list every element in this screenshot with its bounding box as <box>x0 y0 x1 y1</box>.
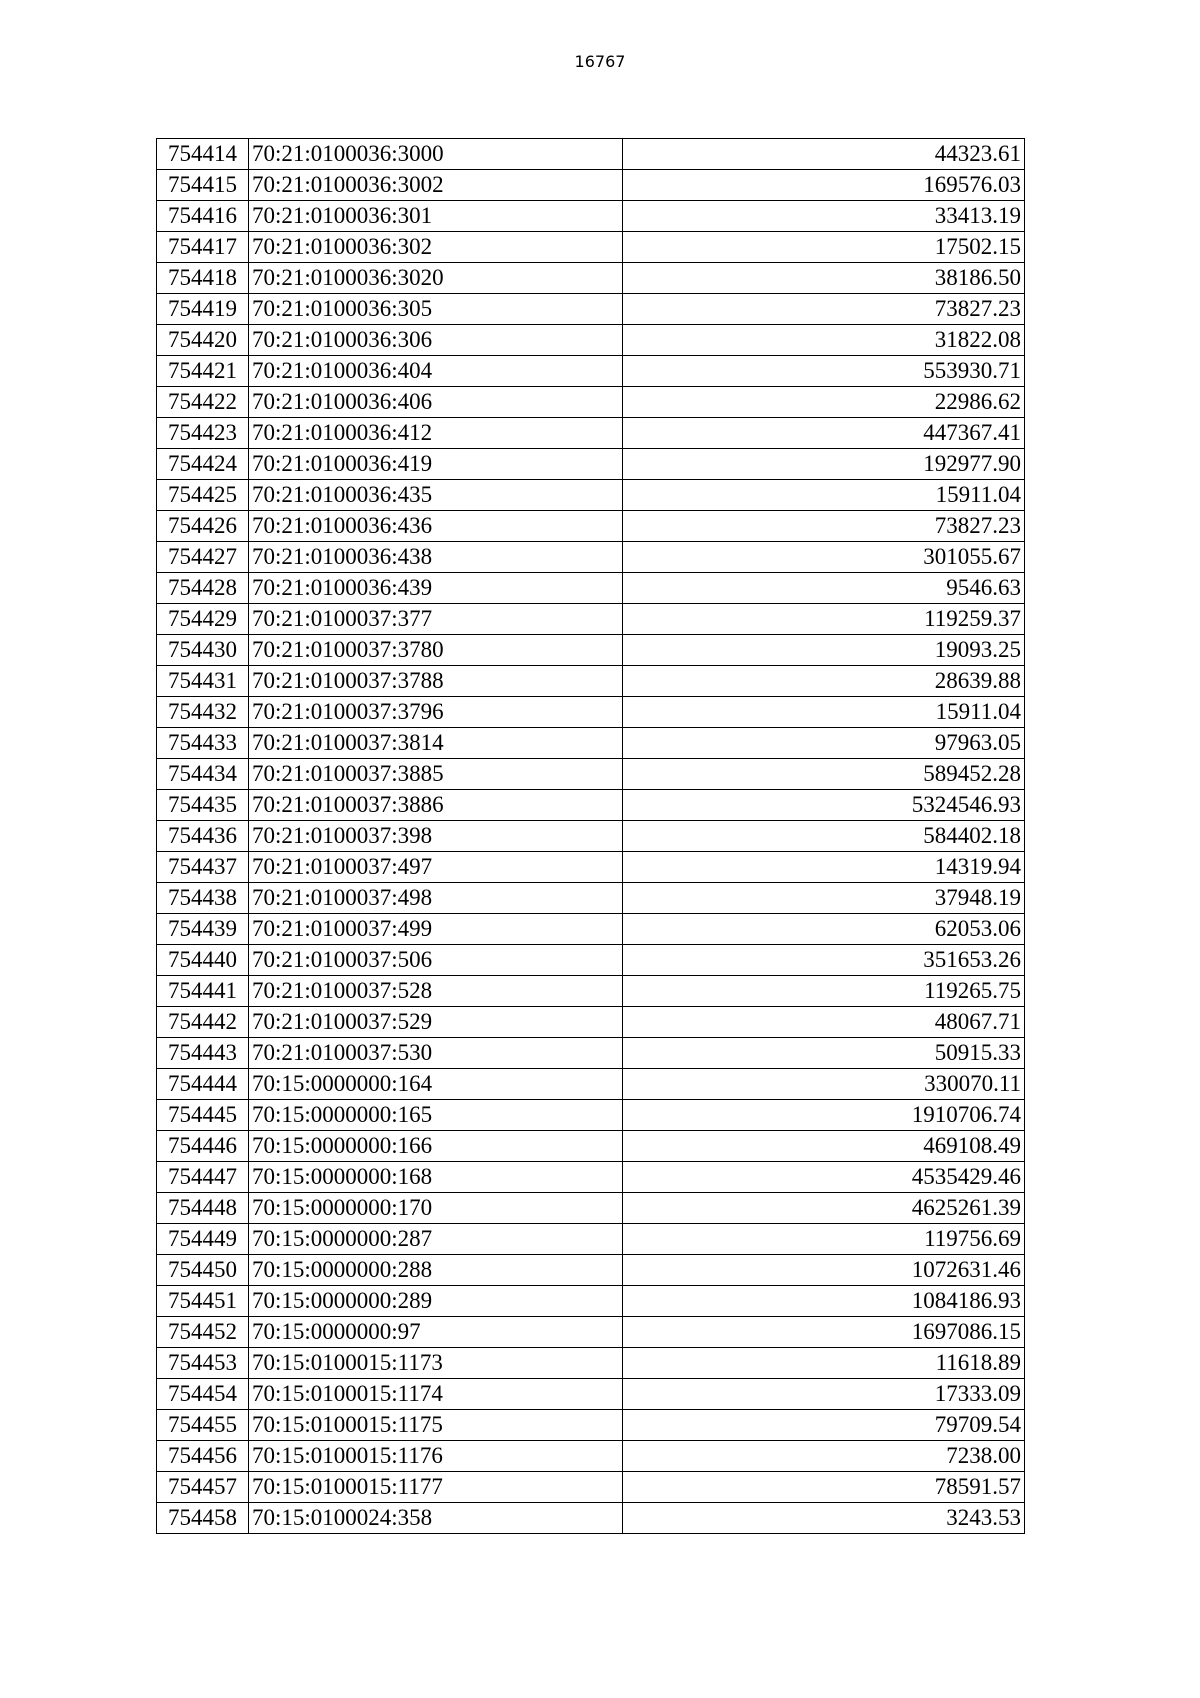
table-row <box>157 170 1025 201</box>
table-row <box>157 542 1025 573</box>
row-id-cell: 754427 <box>157 542 249 573</box>
row-id-cell: 754437 <box>157 852 249 883</box>
cadastral-number-cell: 70:21:0100037:498 <box>249 883 623 914</box>
cadastral-number-cell: 70:15:0000000:164 <box>249 1069 623 1100</box>
cadastral-number-cell: 70:21:0100037:3814 <box>249 728 623 759</box>
table-row <box>157 511 1025 542</box>
table-row <box>157 1100 1025 1131</box>
value-cell: 22986.62 <box>623 387 1025 418</box>
row-id-cell: 754431 <box>157 666 249 697</box>
table-row <box>157 1441 1025 1472</box>
value-cell: 351653.26 <box>623 945 1025 976</box>
cadastral-number-cell: 70:21:0100036:3020 <box>249 263 623 294</box>
table-row <box>157 1503 1025 1534</box>
row-id-cell: 754428 <box>157 573 249 604</box>
table-row <box>157 666 1025 697</box>
table-row <box>157 728 1025 759</box>
cadastral-number-cell: 70:21:0100036:404 <box>249 356 623 387</box>
value-cell: 7238.00 <box>623 1441 1025 1472</box>
cadastral-number-cell: 70:21:0100036:301 <box>249 201 623 232</box>
row-id-cell: 754434 <box>157 759 249 790</box>
row-id-cell: 754439 <box>157 914 249 945</box>
cadastral-number-cell: 70:21:0100037:3796 <box>249 697 623 728</box>
row-id-cell: 754447 <box>157 1162 249 1193</box>
value-cell: 38186.50 <box>623 263 1025 294</box>
cadastral-number-cell: 70:21:0100037:499 <box>249 914 623 945</box>
cadastral-number-cell: 70:15:0000000:289 <box>249 1286 623 1317</box>
table-row <box>157 1007 1025 1038</box>
table-row <box>157 294 1025 325</box>
cadastral-number-cell: 70:15:0000000:287 <box>249 1224 623 1255</box>
table-row <box>157 1224 1025 1255</box>
cadastral-number-cell: 70:21:0100036:436 <box>249 511 623 542</box>
row-id-cell: 754445 <box>157 1100 249 1131</box>
value-cell: 553930.71 <box>623 356 1025 387</box>
value-cell: 48067.71 <box>623 1007 1025 1038</box>
row-id-cell: 754430 <box>157 635 249 666</box>
cadastral-number-cell: 70:15:0000000:168 <box>249 1162 623 1193</box>
table-row <box>157 1410 1025 1441</box>
table-row <box>157 325 1025 356</box>
value-cell: 169576.03 <box>623 170 1025 201</box>
row-id-cell: 754424 <box>157 449 249 480</box>
row-id-cell: 754442 <box>157 1007 249 1038</box>
cadastral-number-cell: 70:21:0100036:435 <box>249 480 623 511</box>
cadastral-number-cell: 70:21:0100036:419 <box>249 449 623 480</box>
row-id-cell: 754429 <box>157 604 249 635</box>
table-row <box>157 232 1025 263</box>
value-cell: 447367.41 <box>623 418 1025 449</box>
value-cell: 73827.23 <box>623 294 1025 325</box>
cadastral-number-cell: 70:21:0100037:497 <box>249 852 623 883</box>
row-id-cell: 754419 <box>157 294 249 325</box>
table-row <box>157 1379 1025 1410</box>
row-id-cell: 754457 <box>157 1472 249 1503</box>
table-row <box>157 1472 1025 1503</box>
value-cell: 97963.05 <box>623 728 1025 759</box>
row-id-cell: 754443 <box>157 1038 249 1069</box>
value-cell: 584402.18 <box>623 821 1025 852</box>
value-cell: 330070.11 <box>623 1069 1025 1100</box>
row-id-cell: 754449 <box>157 1224 249 1255</box>
cadastral-number-cell: 70:21:0100036:3002 <box>249 170 623 201</box>
row-id-cell: 754450 <box>157 1255 249 1286</box>
value-cell: 78591.57 <box>623 1472 1025 1503</box>
value-cell: 37948.19 <box>623 883 1025 914</box>
table-row <box>157 1317 1025 1348</box>
table-row <box>157 790 1025 821</box>
cadastral-number-cell: 70:21:0100037:3886 <box>249 790 623 821</box>
cadastral-number-cell: 70:15:0000000:170 <box>249 1193 623 1224</box>
value-cell: 73827.23 <box>623 511 1025 542</box>
value-cell: 50915.33 <box>623 1038 1025 1069</box>
cadastral-number-cell: 70:21:0100037:528 <box>249 976 623 1007</box>
value-cell: 15911.04 <box>623 480 1025 511</box>
row-id-cell: 754453 <box>157 1348 249 1379</box>
value-cell: 9546.63 <box>623 573 1025 604</box>
value-cell: 17502.15 <box>623 232 1025 263</box>
cadastral-number-cell: 70:15:0100015:1176 <box>249 1441 623 1472</box>
cadastral-number-cell: 70:21:0100037:3780 <box>249 635 623 666</box>
table-row <box>157 914 1025 945</box>
cadastral-number-cell: 70:15:0100015:1174 <box>249 1379 623 1410</box>
value-cell: 44323.61 <box>623 139 1025 170</box>
cadastral-number-cell: 70:21:0100036:439 <box>249 573 623 604</box>
table-row <box>157 976 1025 1007</box>
value-cell: 589452.28 <box>623 759 1025 790</box>
table-row <box>157 1069 1025 1100</box>
row-id-cell: 754440 <box>157 945 249 976</box>
table-row <box>157 1348 1025 1379</box>
table-row <box>157 418 1025 449</box>
value-cell: 14319.94 <box>623 852 1025 883</box>
row-id-cell: 754414 <box>157 139 249 170</box>
value-cell: 4625261.39 <box>623 1193 1025 1224</box>
table-body <box>157 139 1025 1534</box>
row-id-cell: 754448 <box>157 1193 249 1224</box>
cadastral-number-cell: 70:21:0100036:406 <box>249 387 623 418</box>
cadastral-number-cell: 70:21:0100037:3788 <box>249 666 623 697</box>
cadastral-number-cell: 70:21:0100036:306 <box>249 325 623 356</box>
row-id-cell: 754426 <box>157 511 249 542</box>
value-cell: 31822.08 <box>623 325 1025 356</box>
value-cell: 119265.75 <box>623 976 1025 1007</box>
table-row <box>157 263 1025 294</box>
value-cell: 469108.49 <box>623 1131 1025 1162</box>
value-cell: 5324546.93 <box>623 790 1025 821</box>
table-row <box>157 635 1025 666</box>
table-row <box>157 1038 1025 1069</box>
table-row <box>157 697 1025 728</box>
cadastral-number-cell: 70:15:0000000:288 <box>249 1255 623 1286</box>
table-row <box>157 852 1025 883</box>
value-cell: 1910706.74 <box>623 1100 1025 1131</box>
cadastral-number-cell: 70:15:0000000:97 <box>249 1317 623 1348</box>
row-id-cell: 754416 <box>157 201 249 232</box>
row-id-cell: 754458 <box>157 1503 249 1534</box>
table-row <box>157 759 1025 790</box>
table-row <box>157 945 1025 976</box>
row-id-cell: 754438 <box>157 883 249 914</box>
row-id-cell: 754441 <box>157 976 249 1007</box>
table-row <box>157 1131 1025 1162</box>
row-id-cell: 754451 <box>157 1286 249 1317</box>
value-cell: 33413.19 <box>623 201 1025 232</box>
table-row <box>157 449 1025 480</box>
table-row <box>157 139 1025 170</box>
cadastral-number-cell: 70:21:0100036:412 <box>249 418 623 449</box>
table-row <box>157 387 1025 418</box>
row-id-cell: 754415 <box>157 170 249 201</box>
cadastral-number-cell: 70:15:0100015:1173 <box>249 1348 623 1379</box>
value-cell: 28639.88 <box>623 666 1025 697</box>
table-row <box>157 821 1025 852</box>
cadastral-number-cell: 70:21:0100036:438 <box>249 542 623 573</box>
cadastral-number-cell: 70:15:0100015:1175 <box>249 1410 623 1441</box>
row-id-cell: 754422 <box>157 387 249 418</box>
row-id-cell: 754432 <box>157 697 249 728</box>
cadastral-value-table <box>156 138 1025 1534</box>
row-id-cell: 754421 <box>157 356 249 387</box>
value-cell: 19093.25 <box>623 635 1025 666</box>
cadastral-number-cell: 70:15:0100015:1177 <box>249 1472 623 1503</box>
cadastral-number-cell: 70:21:0100037:506 <box>249 945 623 976</box>
value-cell: 119259.37 <box>623 604 1025 635</box>
row-id-cell: 754420 <box>157 325 249 356</box>
row-id-cell: 754452 <box>157 1317 249 1348</box>
value-cell: 17333.09 <box>623 1379 1025 1410</box>
value-cell: 192977.90 <box>623 449 1025 480</box>
page-number: 16767 <box>574 52 626 71</box>
cadastral-number-cell: 70:21:0100036:302 <box>249 232 623 263</box>
row-id-cell: 754417 <box>157 232 249 263</box>
row-id-cell: 754456 <box>157 1441 249 1472</box>
row-id-cell: 754435 <box>157 790 249 821</box>
row-id-cell: 754433 <box>157 728 249 759</box>
value-cell: 62053.06 <box>623 914 1025 945</box>
value-cell: 3243.53 <box>623 1503 1025 1534</box>
cadastral-number-cell: 70:15:0100024:358 <box>249 1503 623 1534</box>
table-row <box>157 1286 1025 1317</box>
value-cell: 1697086.15 <box>623 1317 1025 1348</box>
cadastral-number-cell: 70:21:0100037:377 <box>249 604 623 635</box>
row-id-cell: 754436 <box>157 821 249 852</box>
value-cell: 119756.69 <box>623 1224 1025 1255</box>
value-cell: 15911.04 <box>623 697 1025 728</box>
table-row <box>157 883 1025 914</box>
cadastral-number-cell: 70:21:0100037:530 <box>249 1038 623 1069</box>
row-id-cell: 754444 <box>157 1069 249 1100</box>
table-row <box>157 573 1025 604</box>
value-cell: 79709.54 <box>623 1410 1025 1441</box>
value-cell: 1072631.46 <box>623 1255 1025 1286</box>
row-id-cell: 754454 <box>157 1379 249 1410</box>
table-row <box>157 1193 1025 1224</box>
row-id-cell: 754418 <box>157 263 249 294</box>
cadastral-number-cell: 70:15:0000000:165 <box>249 1100 623 1131</box>
cadastral-number-cell: 70:21:0100037:3885 <box>249 759 623 790</box>
table-row <box>157 356 1025 387</box>
table-row <box>157 1255 1025 1286</box>
value-cell: 301055.67 <box>623 542 1025 573</box>
cadastral-number-cell: 70:15:0000000:166 <box>249 1131 623 1162</box>
cadastral-number-cell: 70:21:0100036:305 <box>249 294 623 325</box>
table-row <box>157 201 1025 232</box>
row-id-cell: 754425 <box>157 480 249 511</box>
cadastral-number-cell: 70:21:0100037:398 <box>249 821 623 852</box>
row-id-cell: 754455 <box>157 1410 249 1441</box>
value-cell: 4535429.46 <box>623 1162 1025 1193</box>
cadastral-number-cell: 70:21:0100037:529 <box>249 1007 623 1038</box>
table-row <box>157 480 1025 511</box>
table-row <box>157 604 1025 635</box>
table-row <box>157 1162 1025 1193</box>
cadastral-number-cell: 70:21:0100036:3000 <box>249 139 623 170</box>
value-cell: 11618.89 <box>623 1348 1025 1379</box>
row-id-cell: 754423 <box>157 418 249 449</box>
row-id-cell: 754446 <box>157 1131 249 1162</box>
value-cell: 1084186.93 <box>623 1286 1025 1317</box>
